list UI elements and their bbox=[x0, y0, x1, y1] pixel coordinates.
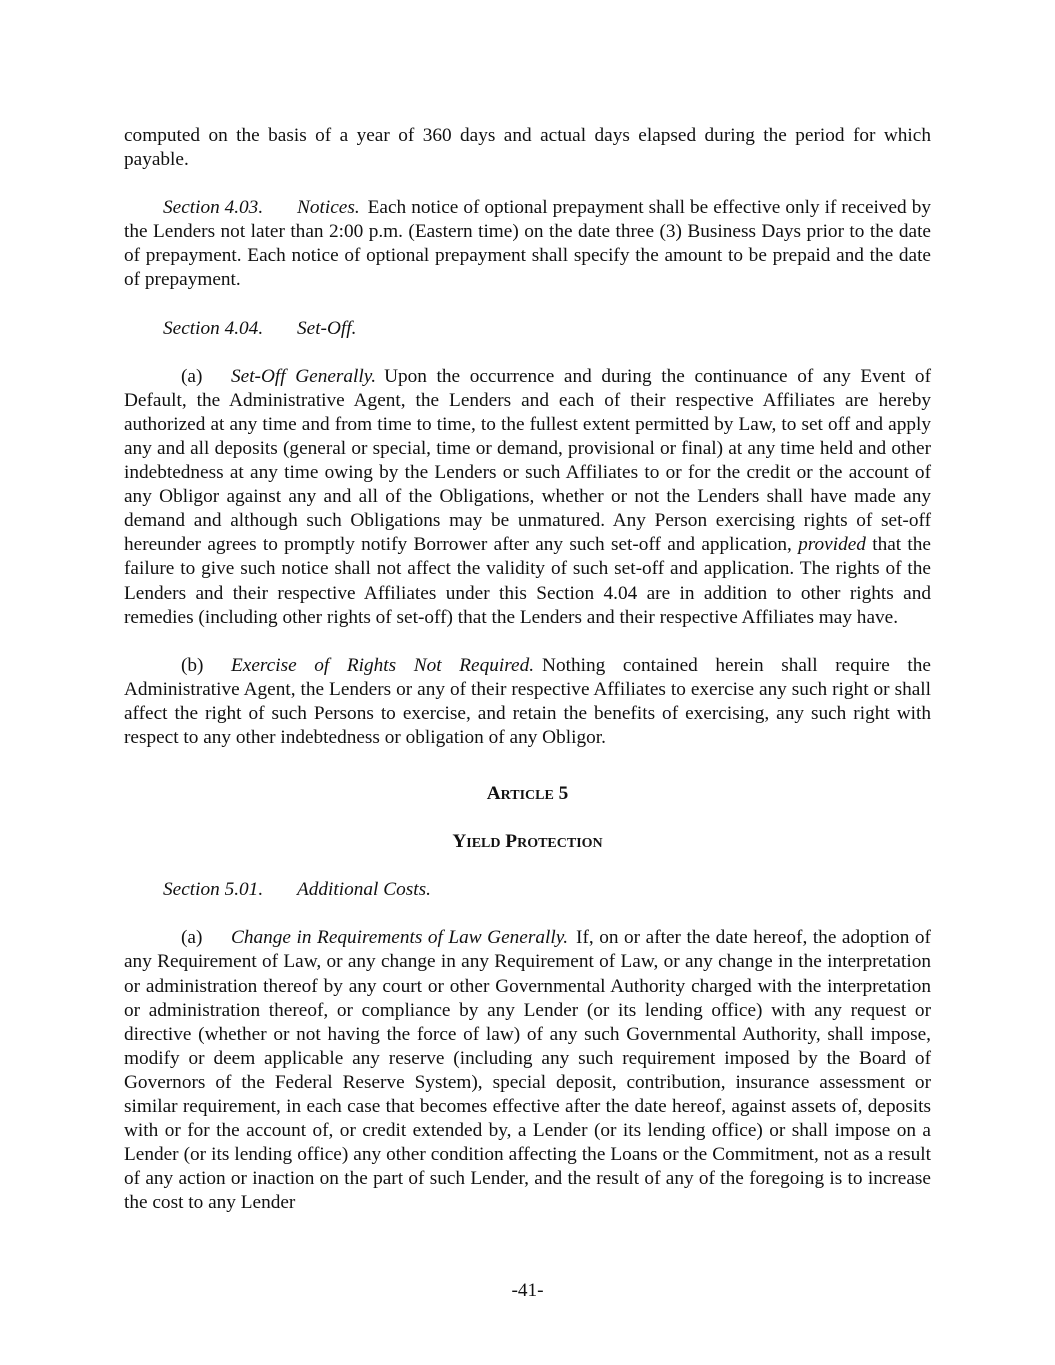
section-5-01-a-body: If, on or after the date hereof, the adoption of any Requirement of Law, or any change in any Requirement of Law, or any change in the interpretation or administration thereof by any court or other Governmental Authority charged with the interpretation or administration thereof, or compliance by any Lender (or its lending office) with any request or directive (whether or not having the force of law) of any such Governmental Authority, shall impose, modify or deem applicable any reserve (including any such requirement imposed by the Board of Governors of the Federal Reserve System), special deposit, contribution, insurance assessment or similar requirement, in each case that becomes effective after the date hereof, against assets of, deposits with or for the account of, or credit extended by, a Lender (or its lending office) or shall impose on a Lender (or its lending office) any other condition affecting the Loans or the Commitment, not as a result of any action or inaction on the part of such Lender, and the result of any of the foregoing is to increase the cost to any Lender bbox=[124, 927, 931, 1214]
section-4-04-number: Section 4.04. bbox=[163, 317, 264, 339]
document-page bbox=[124, 124, 931, 1239]
article-heading: Article 5 bbox=[486, 783, 569, 805]
section-4-04-a-label: (a) bbox=[181, 365, 203, 387]
section-4-04-a-paragraph bbox=[124, 365, 931, 630]
proviso-word: provided bbox=[798, 534, 866, 556]
section-5-01-a-label: (a) bbox=[181, 927, 203, 949]
section-4-03-title: Notices. bbox=[297, 197, 360, 219]
section-4-04-b-label: (b) bbox=[181, 654, 204, 676]
page-number: -41- bbox=[511, 1280, 544, 1301]
section-4-03-body: Each notice of optional prepayment shall be effective only if received by the Lenders not later than 2:00 p.m. (Eastern time) on the date three (3) Business Days prior to the date of prepayment. Each notice of optional prepayment shall specify the amount to be prepaid and the date of prepayment. bbox=[124, 197, 931, 291]
section-5-01-title: Additional Costs. bbox=[297, 879, 431, 901]
section-4-04-a-body-part2: that the failure to give such notice shall not affect the validity of such set-off and application. The rights of the Lenders and their respective Affiliates under this Section 4.04 are in addition to other rights and remedies (including other rights of set-off) that the Lenders and their respective Affiliates may have. bbox=[124, 534, 931, 628]
section-4-04-b-paragraph bbox=[124, 654, 931, 750]
section-4-04-a-body-part1: Upon the occurrence and during the continuance of any Event of Default, the Administrative Agent, the Lenders and each of their respective Affiliates are hereby authorized at any time and from time to time, to the fullest extent permitted by Law, to set off and apply any and all deposits (general or special, time or demand, provisional or final) at any time held and other indebtedness at any time owing by the Lenders or such Affiliates to or for the credit or the account of any Obligor against any and all of the Obligations, whether or not the Lenders shall have made any demand and although such Obligations may be unmatured. Any Person exercising rights of set-off hereunder agrees to promptly notify Borrower after any such set-off and application, bbox=[124, 365, 931, 556]
section-5-01-a-title: Change in Requirements of Law Generally. bbox=[231, 927, 569, 949]
section-4-03-number: Section 4.03. bbox=[163, 197, 264, 219]
section-5-01-number: Section 5.01. bbox=[163, 879, 264, 901]
section-4-04-heading bbox=[124, 317, 931, 341]
section-5-01-heading bbox=[124, 878, 931, 902]
continuation-paragraph: computed on the basis of a year of 360 days and actual days elapsed during the period for which payable. bbox=[124, 125, 931, 171]
article-title: Yield Protection bbox=[452, 831, 603, 853]
section-4-04-title: Set-Off. bbox=[297, 317, 357, 339]
section-4-04-b-body: Nothing contained herein shall require the Administrative Agent, the Lenders or any of their respective Affiliates to exercise any such right or shall affect the right of such Persons to exercise, and retain the benefits of exercising, any such right with respect to any other indebtedness or obligation of any Obligor. bbox=[124, 654, 931, 748]
section-4-04-a-title: Set-Off Generally. bbox=[231, 365, 377, 387]
section-4-04-b-title: Exercise of Rights Not Required. bbox=[231, 654, 535, 676]
section-4-03-paragraph bbox=[124, 196, 931, 292]
section-5-01-a-paragraph bbox=[124, 926, 931, 1215]
